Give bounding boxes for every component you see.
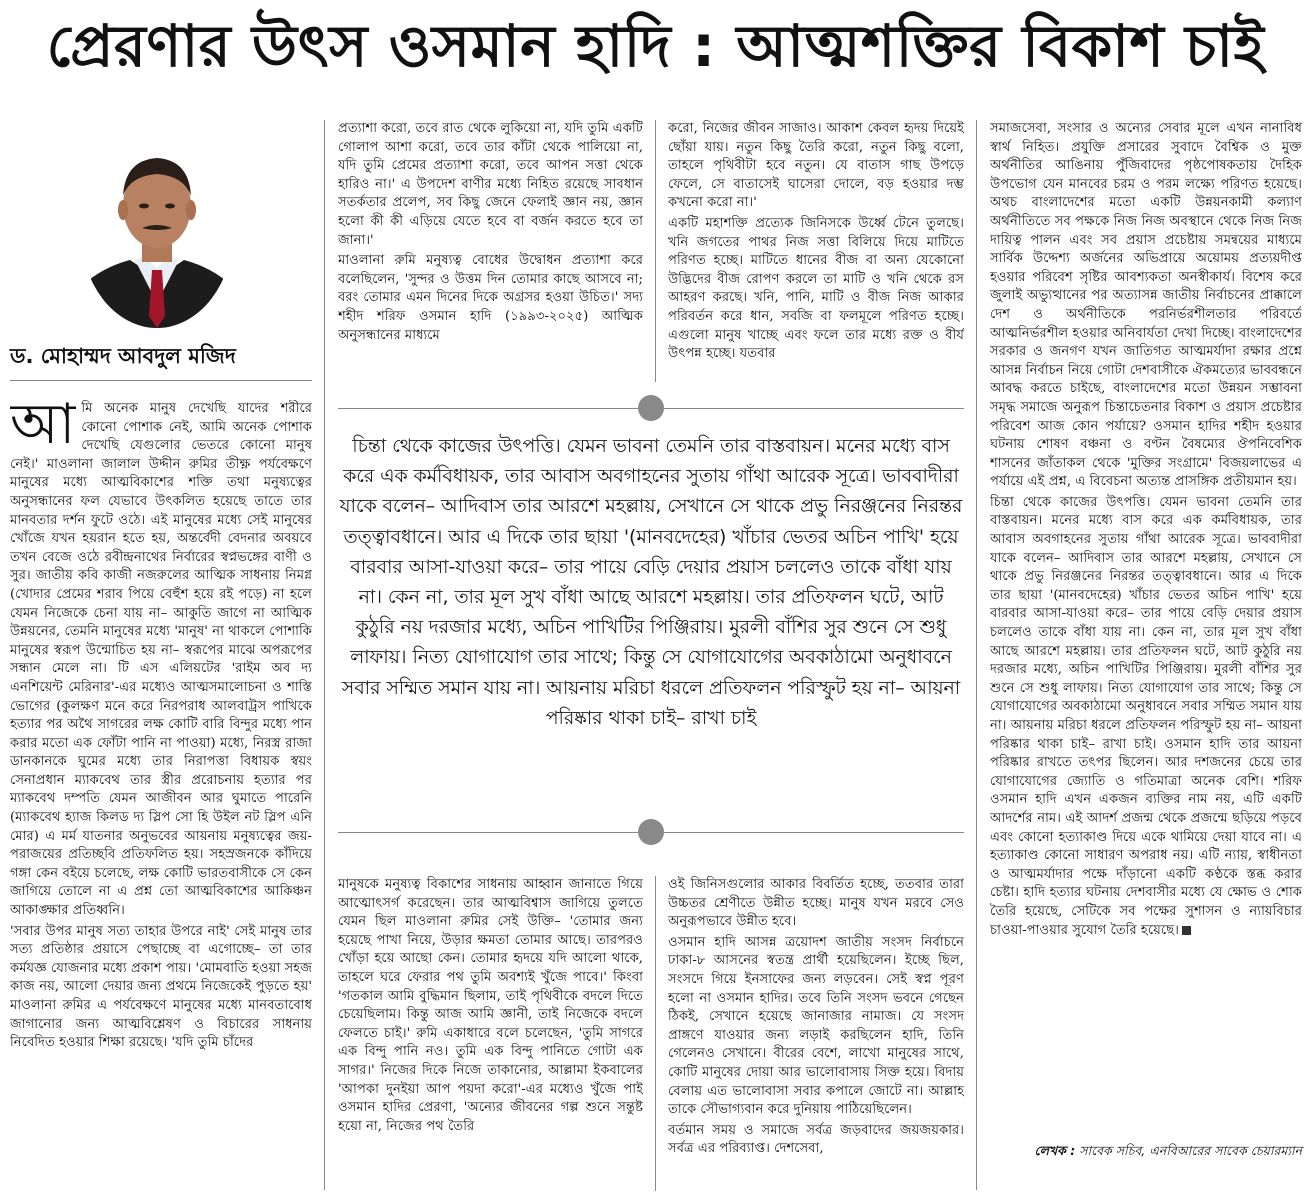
column-rule-1 <box>324 120 325 1190</box>
opening-paragraph <box>10 400 312 921</box>
column-rule-3 <box>976 120 977 1190</box>
pull-quote-top-dot <box>638 395 664 421</box>
author-photo <box>80 128 234 328</box>
article-column-2-bottom <box>338 876 643 1191</box>
paragraph: একটি মহাশক্তি প্রত্যেক জিনিসকে উর্ধ্বে টেনে তুলছে। খনি জগতের পাথর নিজ সত্তা বিলিয়ে দিয়ে মাটিতে পরিণত হচ্ছে। মাটিতে ধানের বীজ বা অন্য যেকোনো উদ্ভিদের বীজ রোপণ করলে তা মাটি ও খনি থেকে রস আহরণ করছে। খনি, পানি, মাটি ও বীজ নিজ আকার পরিবর্তন করে ধান, সবজি বা ফলমূলে পরিণত হচ্ছে। এগুলো মানুষ খাচ্ছে এবং ফলে তার মধ্যে রক্ত ও বীর্য উৎপন্ন হচ্ছে। যতবার <box>668 215 964 362</box>
opening-text: মি অনেক মানুষ দেখেছি যাদের শরীরে কোনো পোশাক নেই, আমি অনেক পোশাক দেখেছি যেগুলোর ভেতরে কোনো মানুষ নেই।' মাওলানা জালাল উদ্দীন রুমির তীক্ষ্ণ পর্যবেক্ষণে মানুষের মধ্যে আত্মবিকাশের শক্তি তথা মনুষ্যত্বের অনুসন্ধানের ফল যেভাবে উৎকলিত হয়েছে তাতে তার মানবতার দর্শন ফুটে ওঠে। এই মানুষের মধ্যে সেই মানুষের খোঁজে যখন হয়রান হতে হয়, অন্তর্বেদী বেদনার অবয়বে তখন বেজে ওঠে রবীন্দ্রনাথের নির্বারের স্বপ্নভঙ্গের বাণী ও সুর। জাতীয় কবি কাজী নজরুলের আত্মিক সাধনায় নিমগ্ন (খোদার প্রেমের শরাব পিয়ে বেহুঁশ হয়ে রই পড়ে) না হলে যেমন নিজেকে চেনা যায় না– আকুতি জাগে না আত্মিক উন্নয়নের, তেমনি মানুষের মধ্যে 'মানুষ' না থাকলে পোশাকি মানুষের স্বরূপ উন্মোচিত হয় না– স্বরূপের মাঝে অপরূপের সন্ধান মেলে না। টি এস এলিয়টের 'রাইম অব দ্য এনশিয়েন্ট মেরিনার'-এর মধ্যেও আত্মসমালোচনা ও শাস্তি ভোগের (কুলক্ষণ মনে করে নিরপরাধ আলবাট্রস পাখিকে হত্যার পর অথৈ সাগরের লক্ষ কোটি বারি বিন্দুর মধ্যে পান করার মতো এক ফোঁটা পানি না পাওয়া) মধ্যে, নিরস্ত্র রাজা ডানকানকে ঘুমের মধ্যে তার নিরাপত্তা বিধায়ক স্বয়ং সেনাপ্রধান ম্যাকবেথ তার স্ত্রীর প্ররোচনায় হত্যার পর ম্যাকবেথ দম্পতি যেমন আজীবন আর ঘুমাতে পারেনি (ম্যাকবেথ হ্যাজ কিলড দ্য স্লিপ সো হি উইল নট স্লিপ এনি মোর) এ মর্ম যাতনার অনুভবের আয়নায় মনুষ্যত্বের জয়-পরাজয়ের প্রতিচ্ছবি প্রতিফলিত হয়। সহস্রজনকে কাঁদিয়ে গঙ্গা কেন বইয়ে চলেছে, লক্ষ কোটি ভারতবাসীকে সে কেন জাগিয়ে তোলে না এ প্রশ্ন তো আত্মবিকাশের আকিঞ্চন আকাঙ্ক্ষার প্রতিধ্বনি। <box>10 401 312 919</box>
credit-label: লেখক : <box>1034 1143 1076 1158</box>
credit-text: সাবেক সচিব, এনবিআরের সাবেক চেয়ারম্যান <box>1079 1143 1302 1158</box>
paragraph: বর্তমান সময় ও সমাজে সর্বত্র জড়বাদের জয়জয়কার। সর্বত্র এর পরিব্যাপ্ত। দেশসেবা, <box>668 1122 964 1157</box>
column-rule-2-top <box>655 120 656 382</box>
article-column-1 <box>10 400 312 1192</box>
closing-text: চিন্তা থেকে কাজের উৎপত্তি। যেমন ভাবনা তেমনি তার বাস্তবায়ন। মনের মধ্যে বাস করে এক কর্মবিধায়ক, তার আবাস অবগাহনের সুতায় গাঁথা আরেক সূত্রে। ভাববাদীরা যাকে বলেন– আদিবাস তার আরশে মহল্লায়, সেখানে সে থাকে প্রভু নিরঞ্জনের নিরন্তর তত্ত্বাবধানে। আর এ দিকে তার ছায়া '(মানবদেহের) খাঁচার ভেতর অচিন পাখি' হয়ে বারবার আসা-যাওয়া করে– তার পায়ে বেড়ি দেয়ার প্রয়াস চললেও তাকে বাঁধা যায় না। কেন না, তার মূল সুখ বাঁধা আছে আরশে মহল্লায়। তার প্রতিফলন ঘটে, আট কুঠুরি নয় দরজার মধ্যে, অচিন পাখিটির পিঞ্জিরায়। মুরলী বাঁশির সুর শুনে সে শুধু লাফায়। নিত্য যোগাযোগ তার সাথে; কিন্তু সে যোগাযোগের অবকাঠামো অনুধাবনে সবার সম্মিত সমান যায় না। আয়নায় মরিচা ধরলে প্রতিফলন পরিস্ফুট হয় না– আয়না পরিষ্কার থাকা চাই– রাখা চাই। ওসমান হাদি তার আয়না পরিষ্কার রাখতে তৎপর ছিলেন। আর দশজনের চেয়ে তার যোগাযোগের জ্যোতি ও গতিমাত্রা অনেক বেশি। শরিফ ওসমান হাদি এখন একজন ব্যক্তির নাম নয়, এটি একটি আদর্শের নাম। এই আদর্শ প্রজন্ম থেকে প্রজন্মে ছড়িয়ে পড়বে এবং কোনো হত্যাকাণ্ড দিয়ে একে থামিয়ে দেয়া যাবে না। এ হত্যাকাণ্ড কোনো সাধারণ অপরাধ নয়। এটি ন্যায়, স্বাধীনতা ও আত্মমর্যাদার পক্ষে দাঁড়ানো একটি কণ্ঠকে স্তব্ধ করার চেষ্টা। হাদি হত্যার ঘটনায় দেশবাসীর মধ্যে যে ক্ষোভ ও শোক তৈরি হয়েছে, সেটিকে সব পক্ষের সুশাসন ও ন্যায়বিচার চাওয়া-পাওয়ার সুযোগ তৈরি হয়েছে। <box>990 494 1302 938</box>
article-column-3-bottom <box>668 876 964 1191</box>
article-column-3-top <box>668 120 964 382</box>
paragraph: মাওলানা রুমি মনুষ্যত্ব বোধের উদ্বোধন প্রত্যাশা করে বলেছিলেন, 'সুন্দর ও উত্তম দিন তোমার কাছে আসবে না; বরং তোমার এমন দিনের দিকে অগ্রসর হওয়া উচিত।' সদ্য শহীদ শরিফ ওসমান হাদি (১৯৯৩-২০২৫) আত্মিক অনুসন্ধানের মাধ্যমে <box>338 253 643 343</box>
page-headline: প্রেরণার উৎস ওসমান হাদি : আত্মশক্তির বিকাশ চাই <box>46 11 1265 80</box>
pull-quote: চিন্তা থেকে কাজের উৎপত্তি। যেমন ভাবনা তেমনি তার বাস্তবায়ন। মনের মধ্যে বাস করে এক কর্মবিধায়ক, তার আবাস অবগাহনের সুতায় গাঁথা আরেক সূত্রে। ভাববাদীরা যাকে বলেন– আদিবাস তার আরশে মহল্লায়, সেখানে সে থাকে প্রভু নিরঞ্জনের নিরন্তর তত্ত্বাবধানে। আর এ দিকে তার ছায়া '(মানবদেহের) খাঁচার ভেতর অচিন পাখি' হয়ে বারবার আসা-যাওয়া করে– তার পায়ে বেড়ি দেয়ার প্রয়াস চললেও তাকে বাঁধা যায় না। কেন না, তার মূল সুখ বাঁধা আছে আরশে মহল্লায়। তার প্রতিফলন ঘটে, আট কুঠুরি নয় দরজার মধ্যে, অচিন পাখিটির পিঞ্জিরায়। মুরলী বাঁশির সুর শুনে সে শুধু লাফায়। নিত্য যোগাযোগ তার সাথে; কিন্তু সে যোগাযোগের অবকাঠামো অনুধাবনে সবার সম্মিত সমান যায় না। আয়নায় মরিচা ধরলে প্রতিফলন পরিস্ফুট হয় না– আয়না পরিষ্কার থাকা চাই– রাখা চাই <box>339 436 963 729</box>
author-divider <box>10 380 312 381</box>
author-name: ড. মোহাম্মদ আবদুল মজিদ <box>10 344 236 368</box>
paragraph: করো, নিজের জীবন সাজাও। আকাশ কেবল হৃদয় দিয়েই ছোঁয়া যায়। নতুন কিছু তৈরি করো, নতুন কিছু বলো, তাহলে পৃথিবীটা হবে নতুন। যে বাতাস গাছ উপড়ে ফেলে, সে বাতাসেই ঘাসেরা দোলে, বড় হওয়ার দম্ভ কখনো করো না।' <box>668 121 964 211</box>
article-column-4 <box>990 120 1302 1130</box>
paragraph: প্রত্যাশা করো, তবে রাত থেকে লুকিয়ো না, যদি তুমি একটি গোলাপ আশা করো, তবে তার কাঁটা থেকে পালিয়ো না, যদি তুমি প্রেমের প্রত্যাশা করো, তবে আপন সত্তা থেকে হারিও না।' এ উপদেশ বাণীর মধ্যে নিহিত রয়েছে সাবধান সতর্কতার প্রলেপ, সব কিছু জেনে ফেলাই জ্ঞান নয়, জ্ঞান হলো কী কী এড়িয়ে যেতে হবে বা বর্জন করতে হবে তা জানা।' <box>338 121 643 248</box>
author-credit <box>990 1142 1302 1159</box>
paragraph: 'সবার উপর মানুষ সত্য তাহার উপরে নাই' সেই মানুষ তার সত্য প্রতিষ্ঠার প্রয়াসে পেছাচ্ছে বা এগোচ্ছে– তা তার কর্মযজ্ঞ যোজনার মধ্যে প্রকাশ পায়। 'মোমবাতি হওয়া সহজ কাজ নয়, আলো দেয়ার জন্য প্রথমে নিজেকেই পুড়তে হয়' মাওলানা রুমির এ পর্যবেক্ষণে মানুষের মধ্যে মানবতাবোধ জাগানোর জন্য আত্মবিশ্লেষণ ও বিচারের সাধনায় নিবেদিত হওয়ার শিক্ষা রয়েছে। 'যদি তুমি চাঁদের <box>10 923 312 1051</box>
drop-cap: আ <box>10 400 76 457</box>
paragraph: সমাজসেবা, সংসার ও অন্যের সেবার মূলে এখন নানাবিধ স্বার্থ নিহিত। প্রযুক্তি প্রসারের সুবাদে বৈশ্বিক ও মুক্ত অর্থনীতির আঙিনায় পুঁজিবাদের পৃষ্ঠপোষকতায় দৈহিক উপভোগ যেন মানবের চরম ও পরম লক্ষ্যে পরিণত হয়েছে। অথচ বাংলাদেশের মতো একটি উন্নয়নকামী কল্যাণ অর্থনীতিতে সব পক্ষকে নিজ নিজ অবস্থানে থেকে নিজ নিজ দায়িত্ব পালন এবং সব প্রয়াস প্রচেষ্টায় সমন্বয়ের মাধ্যমে সার্বিক উদ্দেশ্য অর্জনের অভিপ্রায়ে অয়োময় প্রত্যয়দীপ্ত হওয়ার পরিবেশ সৃষ্টির আবশ্যকতা অনস্বীকার্য। বিশেষ করে জুলাই অভ্যুত্থানের পর অত্যাসন্ন জাতীয় নির্বাচনের প্রাক্কালে দেশ ও অর্থনীতিকে পরনির্ভরশীলতার পরিবর্তে আত্মনির্ভরশীল হওয়ার অনিবার্যতা দেখা দিচ্ছে। বাংলাদেশের সরকার ও জনগণ যখন জাতিগত আত্মমর্যাদা রক্ষার প্রশ্নে আসন্ন নির্বাচন নিয়ে গোটা দেশবাসীকে ঐকমত্যের ভাববন্ধনে আবদ্ধ করতে চাইছে, বাংলাদেশের মতো উন্নয়ন সম্ভাবনা সমৃদ্ধ সমাজে অনুরূপ চিন্তাচেতনার বিকাশ ও প্রয়াস প্রচেষ্টার পরিবেশ আজ কোন পর্যায়ে? ওসমান হাদির শহীদ হওয়ার ঘটনায় শোষণ বঞ্চনা ও বণ্টন বৈষম্যের ঔপনিবেশিক শাসনের জাঁতাকল থেকে 'মুক্তির সংগ্রামে' বিজয়লাভের এ পর্যায়ে এই প্রশ্ন, এ বিবেচনা অত্যন্ত প্রাসঙ্গিক প্রতীয়মান হয়। <box>990 121 1302 490</box>
end-mark-icon <box>1182 926 1191 935</box>
author-portrait-illustration <box>80 128 234 328</box>
pull-quote-bottom-dot <box>638 819 664 845</box>
column-rule-2-bottom <box>655 876 656 1191</box>
paragraph: ওসমান হাদি আসন্ন ত্রয়োদশ জাতীয় সংসদ নির্বাচনে ঢাকা-৮ আসনের স্বতন্ত্র প্রার্থী হয়েছিলেন। ইচ্ছে ছিল, সংসদে গিয়ে ইনসাফের জন্য লড়বেন। সেই স্বপ্ন পূরণ হলো না ওসমান হাদির। তবে তিনি সংসদ ভবনে গেছেন ঠিকই, সেখানে হয়েছে জানাজার নামাজ। যে সংসদ প্রাঙ্গণে যাওয়ার জন্য লড়াই করছিলেন হাদি, তিনি গেলেনও সেখানে। বীরের বেশে, লাখো মানুষের সাথে, কোটি মানুষের দোয়া আর ভালোবাসায় সিক্ত হয়ে। বিদায় বেলায় এত ভালোবাসা সবার কপালে জোটে না। আল্লাহ তাকে সৌভাগ্যবান করে দুনিয়ায় পাঠিয়েছিলেন। <box>668 934 964 1118</box>
closing-paragraph <box>990 494 1302 940</box>
article-column-2-top <box>338 120 643 382</box>
paragraph: মানুষকে মনুষ্যত্ব বিকাশের সাধনায় আহ্বান জানাতে গিয়ে আত্মোৎসর্গ করেছেন। তার আত্মবিশ্বাস জাগিয়ে তুলতে যেমন ছিল মাওলানা রুমির সেই উক্তি– 'তোমার জন্য হয়েছে পাখা নিয়ে, উড়ার ক্ষমতা তোমার আছে। তারপরও খোঁড়া হয়ে আছো কেন। তোমার হৃদয়ে যদি আলো থাকে, তাহলে ঘরে ফেরার পথ তুমি অবশ্যই খুঁজে পাবে।' কিংবা 'গতকাল আমি বুদ্ধিমান ছিলাম, তাই পৃথিবীকে বদলে দিতে চেয়েছিলাম। কিন্তু আজ আমি জ্ঞানী, তাই নিজেকে বদলে ফেলতে চাই।' রুমি একাধারে বলে চলেছেন, 'তুমি সাগরে এক বিন্দু পানি নও। তুমি এক বিন্দু পানিতে গোটা এক সাগর।' নিজের দিকে নিজে তাকানোর, আল্লামা ইকবালের 'আপকা দুনইয়া আপ পয়দা করো'-এর মধ্যেও খুঁজে পাই ওসমান হাদির প্রেরণা, 'অন্যের জীবনের গল্প শুনে সন্তুষ্ট হয়ো না, নিজের পথ তৈরি <box>338 877 643 1134</box>
paragraph: ওই জিনিসগুলোর আকার বিবর্তিত হচ্ছে, ততবার তারা উচ্চতর শ্রেণীতে উন্নীত হচ্ছে। মানুষ যখন মরবে সেও অনুরূপভাবে উন্নীত হবে। <box>668 877 964 930</box>
